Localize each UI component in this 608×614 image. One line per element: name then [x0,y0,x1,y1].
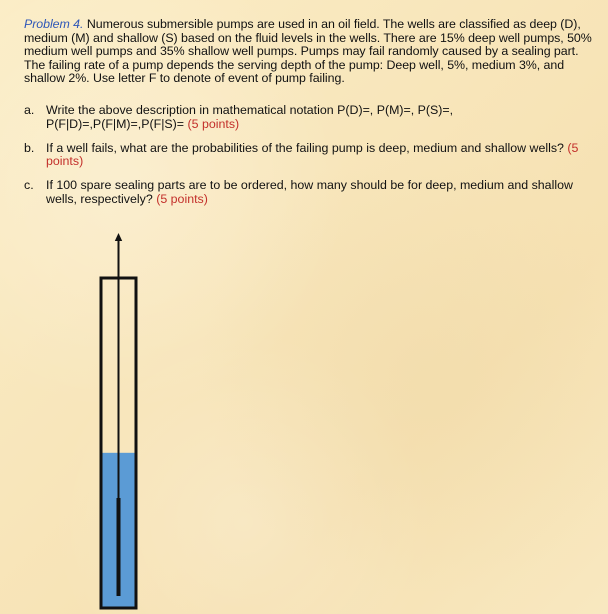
well-diagram [96,228,144,614]
question-c [24,179,594,207]
problem-text: Numerous submersible pumps are used in an oil field. The wells are classified as deep (D), medium (M) and shallow (S) based on the fluid levels in the wells. There are 15% deep well pumps, 50% medium well pumps and 35% shallow well pumps. Pumps may fail randomly caused by a sealing part. The failing rate of a pump depends the serving depth of the pump: Deep well, 5%, medium 3%, and shallow 2%. Use letter F to denote of event of pump failing. [24,17,592,86]
question-b-text: If a well fails, what are the probabilities of the failing pump is deep, medium and shallow wells? [46,140,564,155]
question-a-marker: a. [24,103,35,117]
question-a [24,104,594,132]
question-list [24,104,594,217]
problem-label: Problem 4. [24,17,84,31]
problem-statement [24,18,592,86]
question-c-points: (5 points) [156,191,208,206]
question-b [24,142,594,170]
question-c-marker: c. [24,178,34,193]
question-a-points: (5 points) [187,116,240,131]
arrow-up-icon [115,233,122,241]
question-b-points: (5 points) [46,140,579,169]
question-b-marker: b. [24,140,35,155]
question-a-text: Write the above description in mathematical notation P(D)=, P(M)=, P(S)=, P(F|D)=,P(F|M)=,P(F|S)= [46,103,454,131]
submersible-pump [117,498,121,596]
question-c-text: If 100 spare sealing parts are to be ordered, how many should be for deep, medium and shallow wells, respectively? [46,178,573,206]
